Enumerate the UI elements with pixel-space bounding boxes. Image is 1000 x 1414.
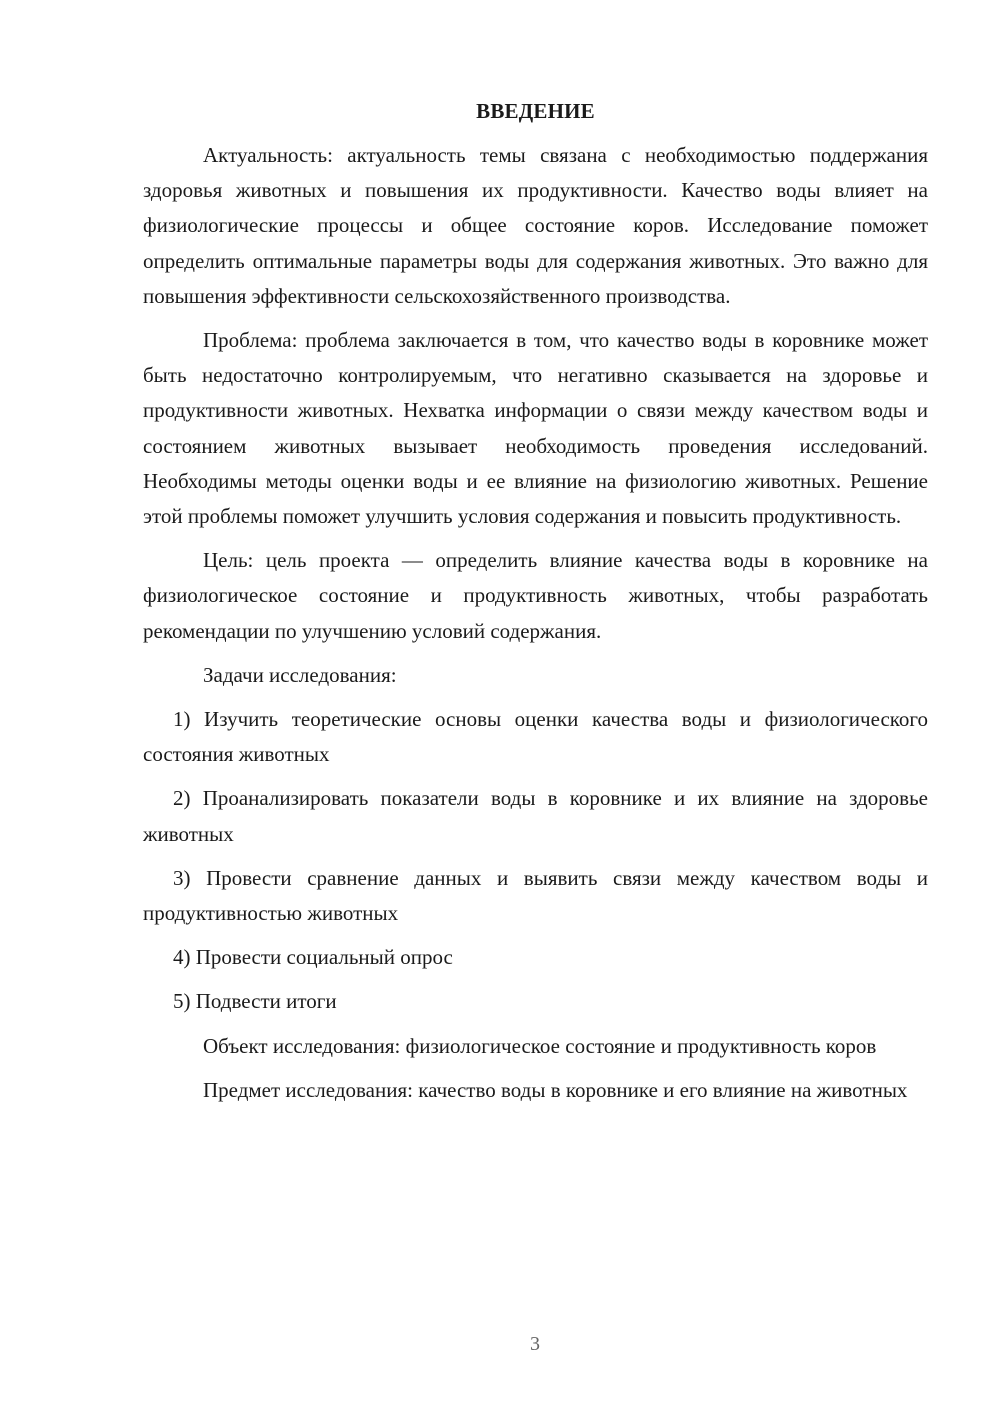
relevance-paragraph: Актуальность: актуальность темы связана с необходимостью поддержания здоровья животных и повышения их продуктивности. Качество воды влияет на физиологические процессы и общее состояние коров. Исследование поможет определить оптимальные параметры воды для содержания животных. Это важно для повышения эффективности сельскохозяйственного производства.: [143, 143, 928, 308]
task-item-5: 5) Подвести итоги: [173, 989, 337, 1014]
document-page: [143, 96, 928, 1117]
task-item-3: 3) Провести сравнение данных и выявить связи между качеством воды и продуктивностью животных: [143, 865, 928, 926]
task-item-2: 2) Проанализировать показатели воды в коровнике и их влияние на здоровье животных: [143, 786, 928, 846]
task-item-1: 1) Изучить теоретические основы оценки качества воды и физиологического состояния животных: [143, 707, 928, 767]
page-title: ВВЕДЕНИЕ: [476, 99, 595, 123]
tasks-heading: Задачи исследования:: [203, 662, 397, 687]
problem-paragraph: Проблема: проблема заключается в том, что качество воды в коровнике может быть недостаточно контролируемым, что негативно сказывается на здоровье и продуктивности животных. Нехватка информации о связи между качеством воды и состоянием животных вызывает необходимость проведения исследований. Необходимы методы оценки воды и ее влияние на физиологию животных. Решение этой проблемы поможет улучшить условия содержания и повысить продуктивность.: [143, 328, 928, 529]
goal-paragraph: Цель: цель проекта — определить влияние качества воды в коровнике на физиологическое состояние и продуктивность животных, чтобы разработать рекомендации по улучшению условий содержания.: [143, 548, 928, 643]
research-subject-paragraph: Предмет исследования: качество воды в коровнике и его влияние на животных: [203, 1077, 908, 1102]
page-number: 3: [530, 1333, 540, 1355]
research-object-paragraph: Объект исследования: физиологическое состояние и продуктивность коров: [203, 1033, 877, 1058]
task-item-4: 4) Провести социальный опрос: [173, 945, 453, 970]
